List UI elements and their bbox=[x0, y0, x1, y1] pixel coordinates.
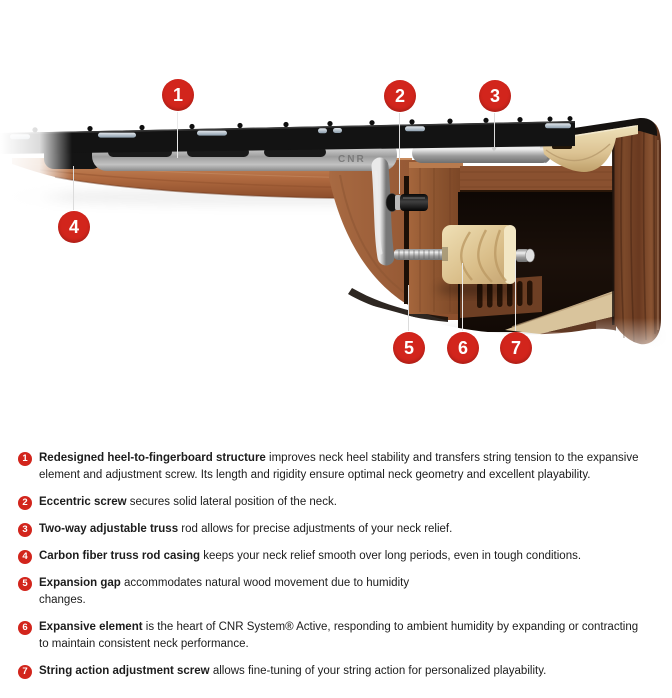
legend-text-1 bbox=[39, 450, 643, 484]
legend-description: secures solid lateral position of the neck. bbox=[126, 496, 337, 508]
legend-description: allows fine-tuning of your string action for personalized playability. bbox=[209, 665, 547, 677]
callout-badge-7 bbox=[500, 332, 532, 364]
leader-line-1 bbox=[177, 112, 178, 158]
legend-number-5: 5 bbox=[18, 577, 32, 591]
legend-text-3 bbox=[39, 521, 452, 538]
legend-term: Carbon fiber truss rod casing bbox=[39, 550, 201, 562]
callout-number: 3 bbox=[489, 85, 500, 106]
legend-number-4: 4 bbox=[18, 550, 32, 564]
legend-number-1: 1 bbox=[18, 452, 32, 466]
callout-badge-6 bbox=[447, 332, 479, 364]
legend-term: Eccentric screw bbox=[39, 496, 127, 508]
legend-term: String action adjustment screw bbox=[39, 665, 210, 677]
legend-term: Redesigned heel-to-fingerboard structure bbox=[39, 452, 266, 464]
casing-stamp-text: CNR bbox=[338, 154, 366, 165]
body-side-wood bbox=[612, 120, 661, 344]
legend-item-4 bbox=[18, 548, 652, 565]
legend-description: keeps your neck relief smooth over long periods, even in tough conditions. bbox=[200, 550, 582, 562]
legend-item-5 bbox=[18, 575, 652, 609]
leader-line-7 bbox=[515, 259, 516, 331]
legend-text-5 bbox=[39, 575, 435, 609]
callout-number: 7 bbox=[510, 337, 521, 358]
left-white-fade bbox=[0, 108, 72, 223]
legend-text-4 bbox=[39, 548, 581, 565]
legend-item-6 bbox=[18, 619, 652, 653]
legend-description: rod allows for precise adjustments of your neck relief. bbox=[178, 523, 453, 535]
callout-badge-1 bbox=[162, 79, 194, 111]
legend-term: Expansion gap bbox=[39, 577, 121, 589]
eccentric-screw bbox=[386, 194, 428, 212]
callout-number: 1 bbox=[172, 84, 183, 105]
legend-item-3 bbox=[18, 521, 652, 538]
bottom-right-fade bbox=[596, 318, 672, 368]
callout-badge-2 bbox=[384, 80, 416, 112]
leader-line-2 bbox=[399, 113, 400, 194]
callout-badge-4 bbox=[58, 211, 90, 243]
legend-description: is the heart of CNR System® Active, responding to ambient humidity by expanding or contracting to maintain consistent neck performance. bbox=[39, 621, 639, 650]
legend-item-7 bbox=[18, 663, 652, 680]
legend-item-1 bbox=[18, 450, 652, 484]
leader-line-5 bbox=[408, 285, 409, 331]
legend-number-7: 7 bbox=[18, 665, 32, 679]
callout-badge-5 bbox=[393, 332, 425, 364]
legend-number-2: 2 bbox=[18, 496, 32, 510]
leader-line-3 bbox=[494, 113, 495, 147]
legend-description: improves neck heel stability and transfers string tension to the expansive element and adjustment screw. Its length and rigidity ensure optimal neck geometry and excellent playability. bbox=[39, 452, 639, 481]
legend-text-2 bbox=[39, 494, 337, 511]
legend-term: Expansive element bbox=[39, 621, 143, 633]
legend bbox=[0, 450, 672, 690]
callout-number: 6 bbox=[457, 337, 468, 358]
string-action-screw bbox=[516, 249, 535, 262]
callout-number: 5 bbox=[403, 337, 414, 358]
legend-text-7 bbox=[39, 663, 546, 680]
callout-number: 4 bbox=[68, 216, 79, 237]
legend-description: accommodates natural wood movement due to humidity changes. bbox=[39, 577, 410, 606]
leader-line-6 bbox=[462, 263, 463, 331]
legend-number-6: 6 bbox=[18, 621, 32, 635]
legend-text-6 bbox=[39, 619, 643, 653]
callout-badge-3 bbox=[479, 80, 511, 112]
legend-term: Two-way adjustable truss bbox=[39, 523, 179, 535]
legend-item-2 bbox=[18, 494, 652, 511]
callout-number: 2 bbox=[394, 85, 405, 106]
leader-arrow-3 bbox=[491, 147, 497, 152]
leader-line-4 bbox=[73, 166, 74, 210]
threaded-rod bbox=[394, 249, 446, 260]
legend-number-3: 3 bbox=[18, 523, 32, 537]
